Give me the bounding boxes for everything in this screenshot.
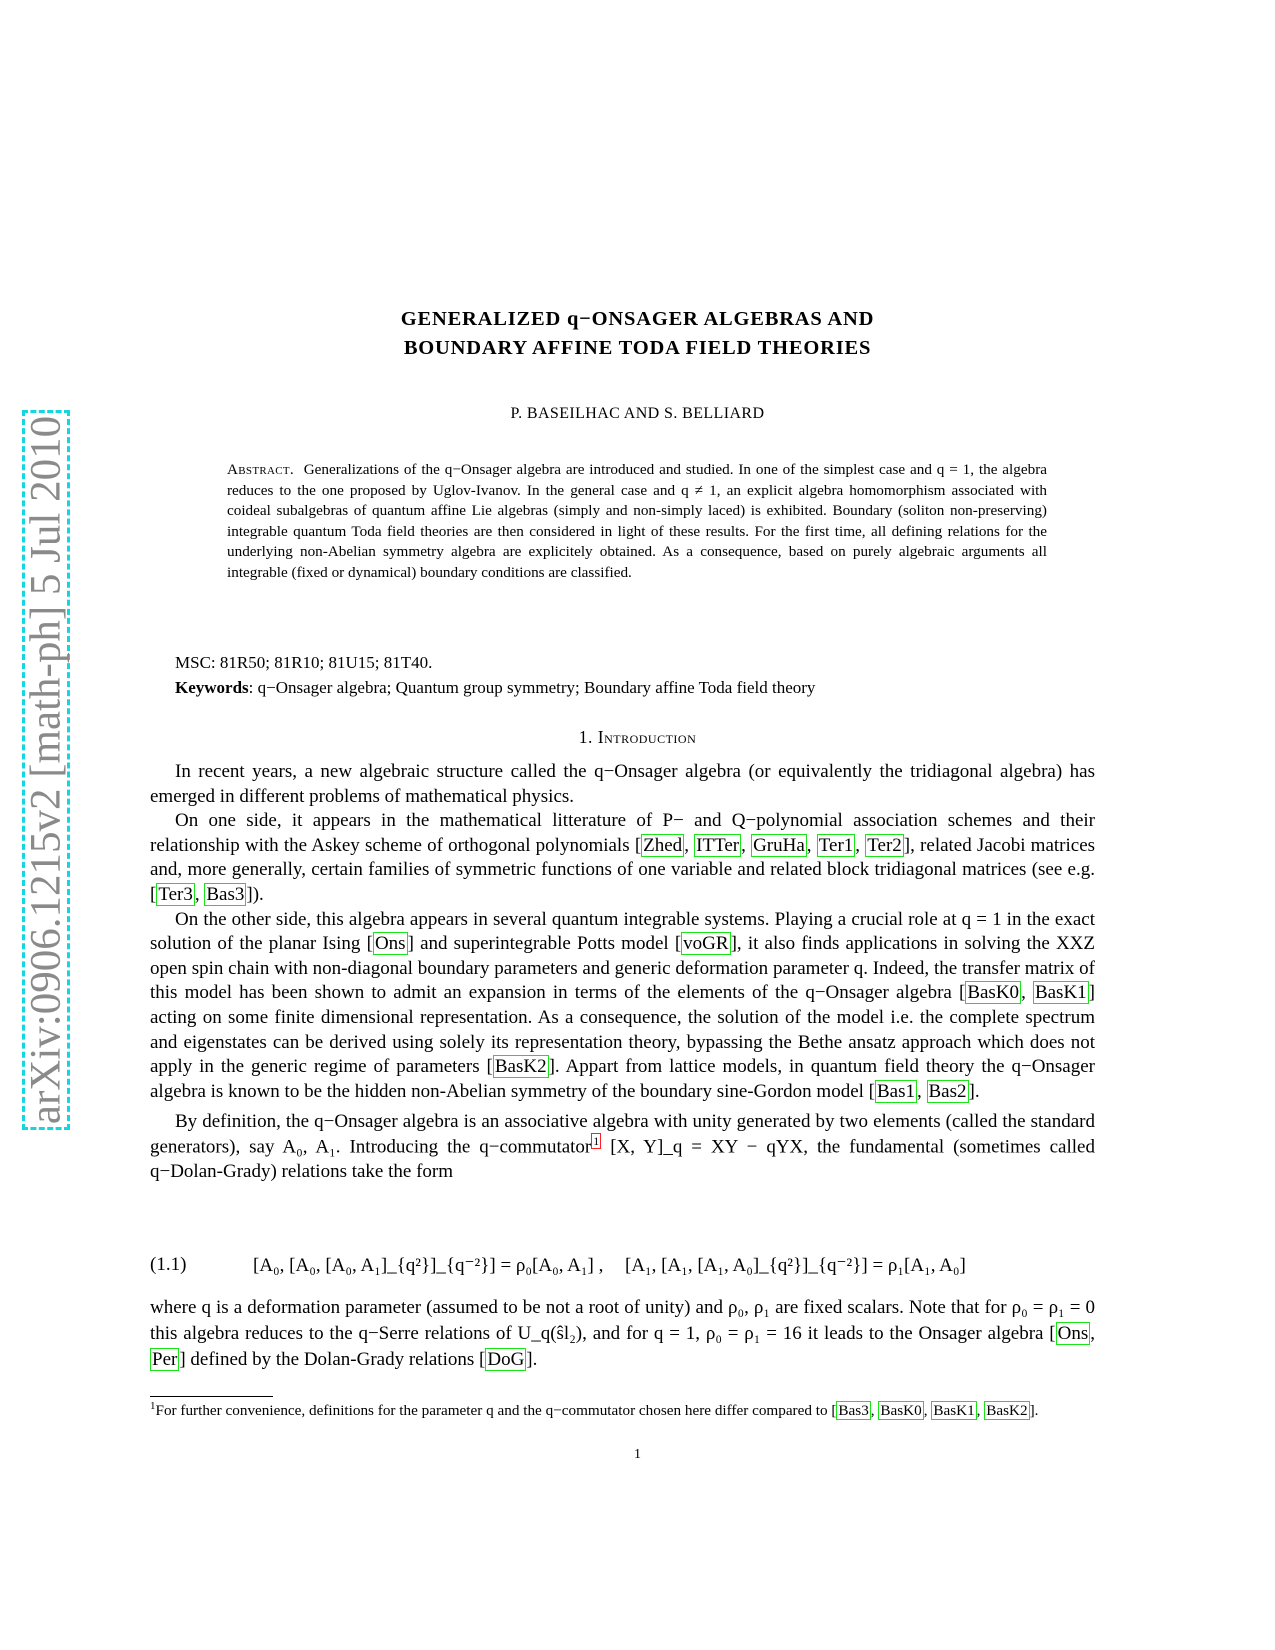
equation-number: (1.1) bbox=[150, 1254, 187, 1275]
section-heading: 1. Introduction bbox=[578, 727, 697, 747]
citation-link[interactable]: BasK2 bbox=[986, 1402, 1028, 1419]
citation-link[interactable]: GruHa bbox=[753, 834, 805, 856]
citation-link[interactable]: BasK0 bbox=[967, 982, 1020, 1004]
title-line-2: BOUNDARY AFFINE TODA FIELD THEORIES bbox=[403, 337, 872, 359]
citation-link[interactable]: Ter1 bbox=[818, 834, 854, 856]
citation-link[interactable]: Ter3 bbox=[158, 883, 193, 905]
footnote-link[interactable]: 1 bbox=[593, 1133, 600, 1148]
arxiv-stamp[interactable] bbox=[22, 410, 70, 1130]
citation-link[interactable]: Ter2 bbox=[867, 834, 902, 856]
paper-title bbox=[0, 305, 1275, 363]
abstract-label: Abstract. bbox=[227, 461, 294, 478]
paragraph-2: On one side, it appears in the mathematical litterature of P− and Q−polynomial association schemes and their relationship with the Askey scheme of orthogonal polynomials [ Zhed , ITTer , GruHa , Ter1 , Ter2 ], related Jacobi matrices and, more generally, certain families of symmetric functions of one variable and related block tridiagonal matrices (see e.g. [ Ter3 , Bas3 ]). bbox=[150, 810, 1096, 905]
paragraph-4: By definition, the q−Onsager algebra is an associative algebra with unity generated by two elements (called the standard generators), say A₀, A₁. Introducing the q−commutator $^1$ [X, Y]_q = XY − qYX, the fundamental (sometimes called q−Dolan-Grady) relations take the form bbox=[150, 1111, 1095, 1182]
footnote-divider bbox=[150, 1396, 273, 1397]
citation-link[interactable]: Bas2 bbox=[928, 1080, 967, 1102]
citation-link[interactable]: BasK0 bbox=[880, 1402, 922, 1419]
equation-1-1 bbox=[150, 1254, 1095, 1284]
citation-link[interactable]: voGR bbox=[683, 933, 729, 955]
msc-codes: MSC: 81R50; 81R10; 81U15; 81T40. bbox=[175, 653, 433, 672]
footnote-marker: 1 bbox=[150, 1399, 156, 1412]
citation-link[interactable]: DoG bbox=[487, 1349, 525, 1370]
citation-link[interactable]: Ons bbox=[374, 933, 406, 955]
body-after-equation bbox=[150, 1295, 1095, 1373]
abstract bbox=[227, 460, 1047, 584]
citation-link[interactable]: BasK2 bbox=[494, 1056, 547, 1078]
footnote: $^1$For further convenience, definitions for the parameter q and the q−commutator chosen here differ compared to [ Bas3 , BasK0 , BasK1 , BasK2 ]. bbox=[150, 1399, 1039, 1419]
citation-link[interactable]: Bas3 bbox=[838, 1402, 869, 1419]
body-text bbox=[150, 760, 1095, 1184]
citation-link[interactable]: Bas1 bbox=[877, 1080, 915, 1102]
citation-link[interactable]: BasK1 bbox=[933, 1402, 975, 1419]
paragraph-5: where q is a deformation parameter (assumed to be not a root of unity) and ρ₀, ρ₁ are fixed scalars. Note that for ρ₀ = ρ₁ = 0 this algebra reduces to the q−Serre relations of U_q(ŝl₂), and for q = 1, ρ₀ = ρ₁ = 16 it leads to the Onsager algebra [ Ons , Per ] defined by the Dolan-Grady relations [ DoG ]. bbox=[150, 1297, 1095, 1370]
keywords-label: Keywords bbox=[175, 678, 249, 697]
equation-right: [A₁, [A₁, [A₁, A₀]_{q²}]_{q⁻²}] = ρ₁[A₁, A₀] bbox=[625, 1255, 966, 1276]
paragraph-1: In recent years, a new algebraic structure called the q−Onsager algebra (or equivalently the tridiagonal algebra) has emerged in different problems of mathematical physics. bbox=[150, 761, 1095, 807]
citation-link[interactable]: Ons bbox=[1057, 1323, 1089, 1344]
citation-link[interactable]: BasK1 bbox=[1034, 982, 1087, 1004]
title-line-1: GENERALIZED q−ONSAGER ALGEBRAS AND bbox=[400, 308, 875, 330]
citation-link[interactable]: Zhed bbox=[643, 834, 683, 856]
page-number: 1 bbox=[634, 1447, 641, 1462]
footnote-text: For further convenience, definitions for the parameter q and the q−commutator chosen here differ compared to bbox=[155, 1402, 832, 1419]
msc-block bbox=[175, 650, 1095, 700]
abstract-text: Generalizations of the q−Onsager algebra are introduced and studied. In one of the simplest case and q = 1, the algebra reduces to the one proposed by Uglov-Ivanov. In the general case and q ≠ 1, an explicit algebra homomorphism associated with coideal subalgebras of quantum affine Lie algebras (simply and non-simply laced) is exhibited. Boundary (soliton non-preserving) integrable quantum Toda field theories are then considered in light of these results. For the first time, all defining relations for the underlying non-Abelian symmetry algebra are explicitely obtained. As a consequence, based on purely algebraic arguments all integrable (fixed or dynamical) boundary conditions are classified. bbox=[227, 461, 1047, 581]
citation-link[interactable]: ITTer bbox=[696, 834, 740, 856]
equation-left: [A₀, [A₀, [A₀, A₁]_{q²}]_{q⁻²}] = ρ₀[A₀, A₁] , bbox=[253, 1255, 604, 1276]
citation-link[interactable]: Per bbox=[152, 1349, 178, 1370]
citation-link[interactable]: Bas3 bbox=[206, 883, 245, 905]
arxiv-stamp-text: arXiv:0906.1215v2 [math-ph] 5 Jul 2010 bbox=[22, 415, 70, 1125]
keywords-text: : q−Onsager algebra; Quantum group symmetry; Boundary affine Toda field theory bbox=[248, 678, 816, 697]
authors: P. BASEILHAC AND S. BELLIARD bbox=[510, 405, 765, 422]
keywords bbox=[175, 675, 1095, 700]
paragraph-3: On the other side, this algebra appears in several quantum integrable systems. Playing a crucial role at q = 1 in the exact solution of the planar Ising [ Ons ] and superintegrable Potts model [ voGR ], it also finds applications in solving the XXZ open spin chain with non-diagonal boundary parameters and generic deformation parameter q. Indeed, the transfer matrix of this model has been shown to admit an expansion in terms of the elements of the q−Onsager algebra [ BasK0 , BasK1 ] acting on some finite dimensional representation. As a consequence, the solution of the model i.e. the complete spectrum and eigenstates can be derived using solely its representation theory, bypassing the Bethe ansatz approach which does not apply in the generic regime of parameters [ BasK2 ]. Appart from lattice models, in quantum field theory the q−Onsager algebra is known to be the hidden non-Abelian symmetry of the boundary sine-Gordon model [ Bas1 , Bas2 ]. bbox=[150, 908, 1096, 1102]
